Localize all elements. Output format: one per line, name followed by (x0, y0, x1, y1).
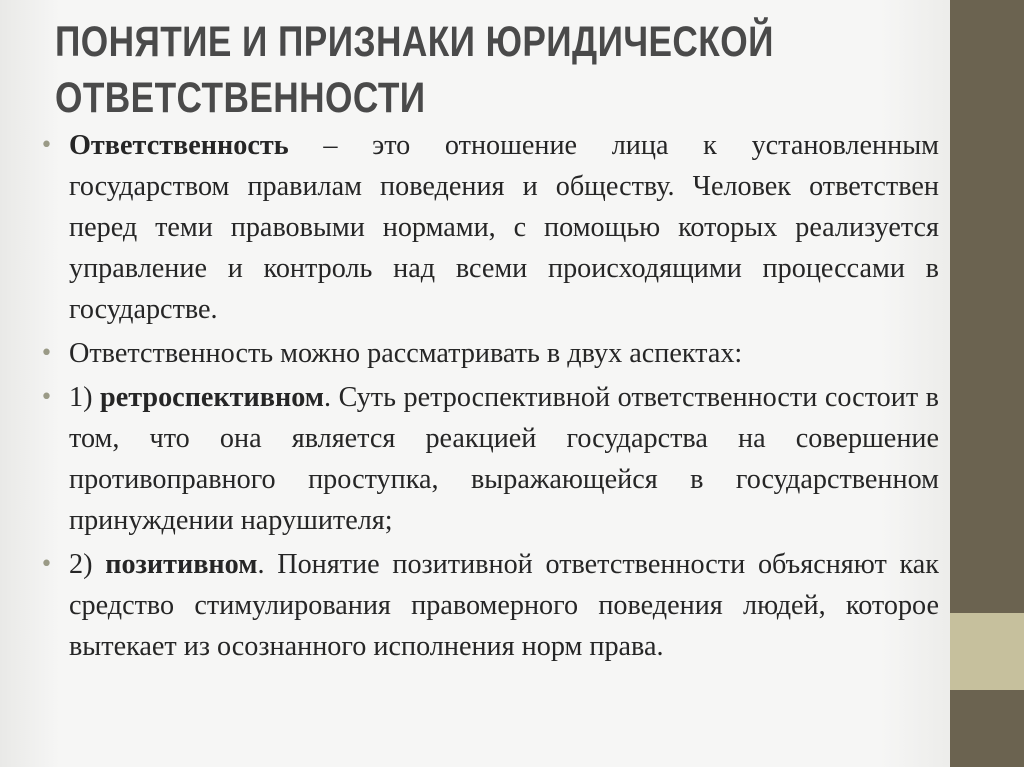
bullet-text: – это отношение лица к установленным государством правилам поведения и обществу. Человек ответствен перед теми правовыми нормами, с помощью которых реализуется управление и контроль над всеми происходящими процессами в государстве. (69, 130, 939, 325)
bullet-list (40, 125, 939, 667)
decorative-side-strip (950, 0, 1024, 767)
slide-title-line-2: ОТВЕТСТВЕННОСТИ (55, 74, 426, 122)
slide-title (55, 14, 777, 126)
bullet-prefix: 2) (69, 549, 106, 580)
bullet-term: позитивном (105, 549, 258, 580)
bullet-text: . Понятие позитивной ответственности объясняют как средство стимулирования правомерного поведения людей, которое вытекает из осознанного исполнения норм права. (69, 549, 939, 662)
bullet-term: ретроспективном (100, 382, 324, 413)
bullet-item-retrospective (40, 377, 939, 541)
bullet-text: . Суть ретроспективной ответственности состоит в том, что она является реакцией государства на совершение противоправного проступка, выражающейся в государственном принуждении нарушителя; (69, 382, 939, 536)
bullet-item-positive (40, 544, 939, 667)
bullet-text: Ответственность можно рассматривать в двух аспектах: (69, 338, 743, 369)
bullet-term: Ответственность (69, 130, 289, 161)
bullet-item-definition (40, 125, 939, 330)
bullet-prefix: 1) (69, 382, 101, 413)
slide-title-line-1: ПОНЯТИЕ И ПРИЗНАКИ ЮРИДИЧЕСКОЙ (55, 18, 774, 66)
bullet-item-aspects (40, 333, 939, 374)
decorative-accent-block (950, 613, 1024, 690)
